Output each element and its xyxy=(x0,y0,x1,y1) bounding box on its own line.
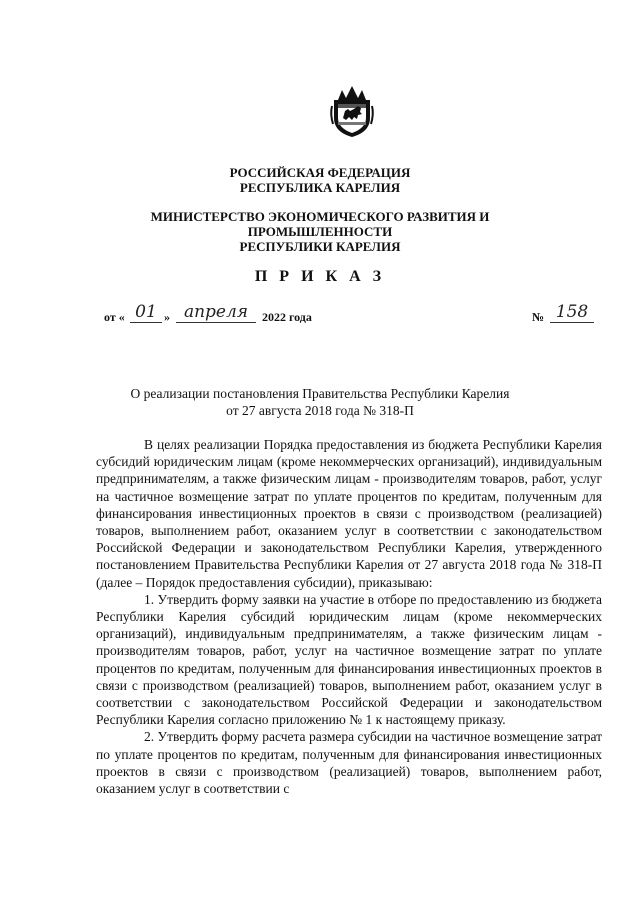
header-country: РОССИЙСКАЯ ФЕДЕРАЦИЯ xyxy=(229,165,411,180)
ministry-line-1: МИНИСТЕРСТВО ЭКОНОМИЧЕСКОГО РАЗВИТИЯ И xyxy=(150,209,490,224)
header-republic: РЕСПУБЛИКА КАРЕЛИЯ xyxy=(239,180,401,195)
subject-line-2: от 27 августа 2018 года № 318-П xyxy=(226,403,414,418)
document-number-handwritten: 158 xyxy=(550,302,594,323)
date-number-row xyxy=(104,302,594,332)
number-prefix: № xyxy=(532,310,545,324)
subject-line-1: О реализации постановления Правительства Республики Карелия xyxy=(130,386,510,401)
ministry-line-3: РЕСПУБЛИКИ КАРЕЛИЯ xyxy=(239,239,401,254)
date-day-close: » xyxy=(164,310,170,324)
document-subject xyxy=(0,385,640,419)
document-title: П Р И К А З xyxy=(254,268,386,285)
document-body xyxy=(96,436,602,797)
date-year: 2022 года xyxy=(262,310,312,324)
coat-of-arms-emblem xyxy=(328,84,376,138)
date-prefix: от « xyxy=(104,310,125,324)
paragraph-preamble: В целях реализации Порядка предоставления из бюджета Республики Карелия субсидий юридическим лицам (кроме некоммерческих организаций), индивидуальным предпринимателям, а также физическим лицам - производителям товаров, работ, услуг на частичное возмещение затрат по уплате процентов по кредитам, полученным для финансирования инвестиционных проектов в связи с производством (реализацией) товаров, выполнением работ, оказанием услуг в соответствии с законодательством Российской Федерации и законодательством Республики Карелия, утвержденного постановлением Правительства Республики Карелия от 27 августа 2018 года № 318-П (далее – Порядок предоставления субсидии), приказываю: xyxy=(96,437,602,590)
date-day-handwritten: 01 xyxy=(130,302,162,323)
paragraph-item-1: 1. Утвердить форму заявки на участие в отборе по предоставлению из бюджета Республики Карелия субсидий юридическим лицам (кроме некоммерческих организаций), индивидуальным предпринимателям, а также физическим лицам - производителям товаров, работ, услуг на частичное возмещение затрат по уплате процентов по кредитам, полученным для финансирования инвестиционных проектов в связи с производством (реализацией) товаров, выполнением работ, оказанием услуг в соответствии с законодательством Российской Федерации и законодательством Республики Карелия согласно приложению № 1 к настоящему приказу. xyxy=(96,591,602,728)
date-month-handwritten: апреля xyxy=(176,302,256,323)
paragraph-item-2: 2. Утвердить форму расчета размера субсидии на частичное возмещение затрат по уплате процентов по кредитам, полученным для финансирования инвестиционных проектов в связи с производством (реализацией) товаров, выполнением работ, оказанием услуг в соответствии с xyxy=(96,729,602,797)
ministry-line-2: ПРОМЫШЛЕННОСТИ xyxy=(247,224,393,239)
